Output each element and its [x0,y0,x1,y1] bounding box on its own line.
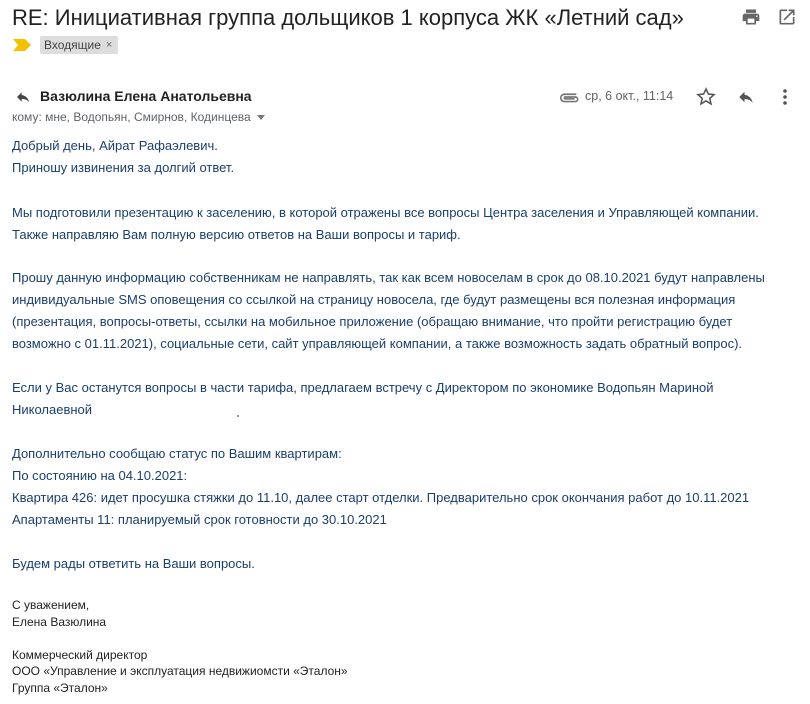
show-details-dropdown-icon[interactable] [257,115,265,120]
recipients-text: кому: мне, Водопьян, Смирнов, Кодинцева [12,110,251,124]
signature-line: ООО «Управление и эксплуатация недвижиомсти «Эталон» [12,664,348,678]
signature-line: Коммерческий директор [12,648,148,662]
body-line: индивидуальные SMS оповещения со ссылкой на страницу новосела, где будут размещены вся полезная информация [12,292,736,307]
reply-small-icon [13,89,33,105]
body-line: Прошу данную информацию собственникам не направлять, так как всем новоселам в срок до 08.10.2021 будут направлены [12,270,765,285]
body-line: Мы подготовили презентацию к заселению, в которой отражены все вопросы Центра заселения и Управляющей компании. [12,205,759,220]
importance-marker-icon[interactable] [12,38,32,52]
body-line: (презентация, вопросы-ответы, ссылки на мобильное приложение (обращаю внимание, что пройти регистрацию будет [12,314,733,329]
email-subject: RE: Инициативная группа дольщиков 1 корпуса ЖК «Летний сад» [12,5,684,30]
body-line: возможно с 01.11.2021), социальные сети, сайт управляющей компании, а также возможность задать обратный вопрос). [12,336,743,351]
body-line: По состоянию на 04.10.2021: [12,468,188,483]
print-icon[interactable] [740,7,762,27]
body-line: Если у Вас останутся вопросы в части тарифа, предлагаем встречу с Директором по экономике Водопьян Мариной [12,380,714,395]
label-chip-inbox[interactable] [40,36,118,54]
body-line: Квартира 426: идет просушка стяжки до 11.10, далее старт отделки. Предварительно срок окончания работ до 10.11.2021 [12,490,750,505]
message-date[interactable]: ср, 6 окт., 11:14 [585,89,674,103]
star-icon[interactable] [695,86,717,108]
body-line: Также направляю Вам полную версию ответов на Ваши вопросы и тариф. [12,227,461,242]
recipients-line [12,110,265,124]
signature-line: Елена Вазюлина [12,615,107,629]
body-line: Приношу извинения за долгий ответ. [12,160,235,175]
open-in-new-window-icon[interactable] [777,7,797,27]
stray-dot [237,415,239,417]
body-line: Добрый день, Айрат Рафаэлевич. [12,138,218,153]
body-line: Апартаменты 11: планируемый срок готовности до 30.10.2021 [12,512,387,527]
signature-line: Группа «Эталон» [12,681,108,695]
body-line: Николаевной [12,402,93,417]
body-line: Будем рады ответить на Ваши вопросы. [12,556,255,571]
reply-icon[interactable] [734,88,758,106]
remove-label-icon[interactable]: × [105,39,113,51]
sender-name[interactable]: Вазюлина Елена Анатольевна [40,88,252,104]
more-vertical-icon[interactable] [780,86,790,108]
paperclip-icon [558,90,580,104]
signature-line: С уважением, [12,598,90,612]
body-line: Дополнительно сообщаю статус по Вашим квартирам: [12,446,342,461]
label-chip-text: Входящие [44,38,101,52]
